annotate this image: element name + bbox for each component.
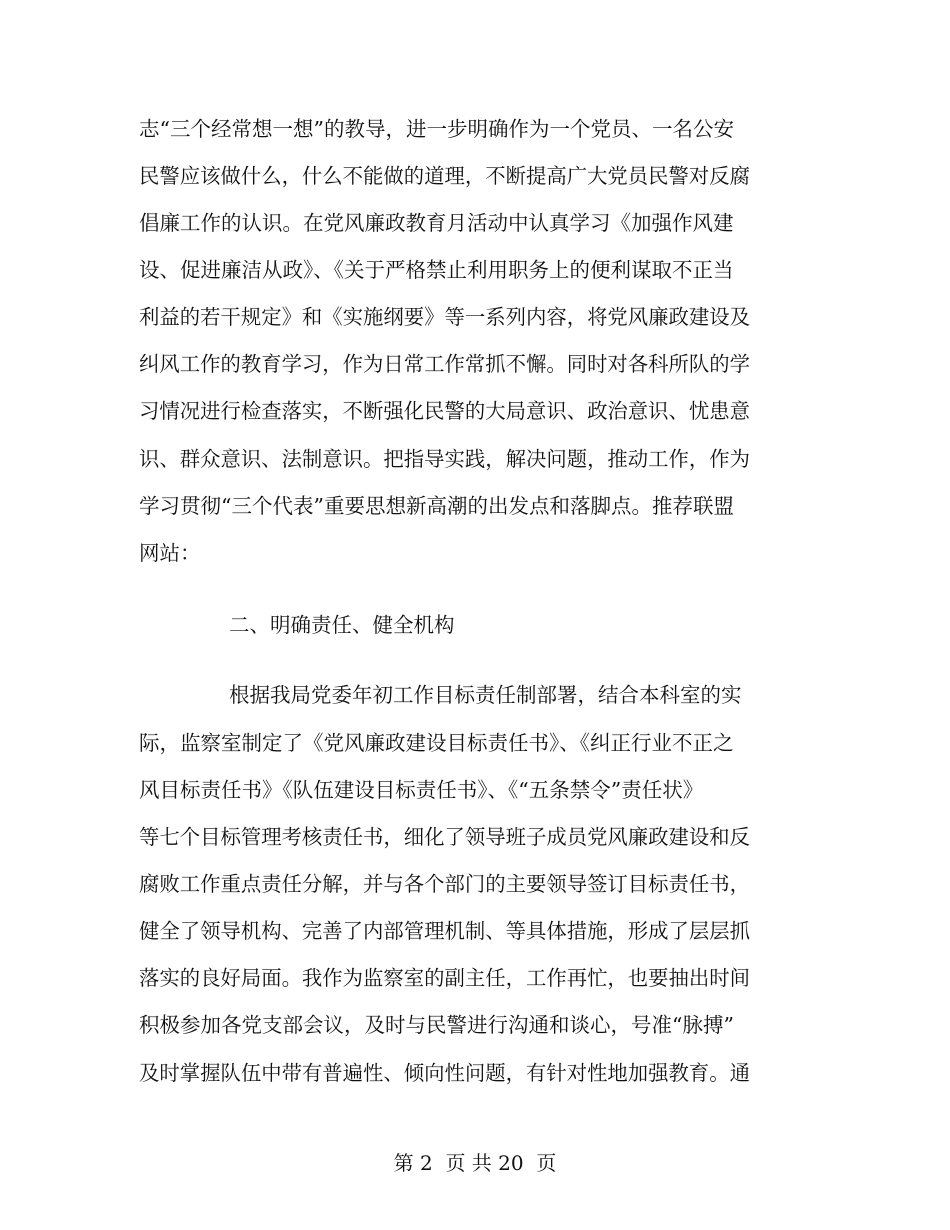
paragraph-line: 腐败工作重点责任分解，并与各个部门的主要领导签订目标责任书， — [139, 872, 750, 896]
paragraph-line: 纠风工作的教育学习，作为日常工作常抓不懈。同时对各科所队的学 — [139, 352, 750, 376]
paragraph-line: 等七个目标管理考核责任书，细化了领导班子成员党风廉政建设和反 — [139, 825, 750, 849]
paragraph-line: 积极参加各党支部会议，及时与民警进行沟通和谈心，号准“脉搏” — [139, 1013, 734, 1037]
paragraph-line: 及时掌握队伍中带有普遍性、倾向性问题，有针对性地加强教育。通 — [139, 1061, 750, 1085]
paragraph-line: 学习贯彻“三个代表”重要思想新高潮的出发点和落脚点。推荐联盟 — [139, 494, 734, 518]
paragraph-line: 根据我局党委年初工作目标责任制部署，结合本科室的实 — [229, 683, 742, 707]
paragraph-line: 利益的若干规定》和《实施纲要》等一系列内容，将党风廉政建设及 — [139, 305, 750, 329]
paragraph-line: 网站： — [139, 541, 201, 565]
paragraph-line: 倡廉工作的认识。在党风廉政教育月活动中认真学习《加强作风建 — [139, 211, 734, 235]
section-heading: 二、明确责任、健全机构 — [229, 613, 455, 637]
paragraph-line: 习情况进行检查落实，不断强化民警的大局意识、政治意识、忧患意 — [139, 399, 750, 423]
paragraph-line: 落实的良好局面。我作为监察室的副主任，工作再忙，也要抽出时间 — [139, 966, 750, 990]
paragraph-line: 识、群众意识、法制意识。把指导实践，解决问题，推动工作，作为 — [139, 447, 750, 471]
paragraph-line: 民警应该做什么，什么不能做的道理，不断提高广大党员民警对反腐 — [139, 164, 750, 188]
paragraph-line: 际，监察室制定了《党风廉政建设目标责任书》、《纠正行业不正之 — [139, 731, 734, 755]
paragraph-line: 设、促进廉洁从政》、《关于严格禁止利用职务上的便利谋取不正当 — [139, 258, 734, 282]
paragraph-line: 志“三个经常想一想”的教导，进一步明确作为一个党员、一名公安 — [139, 117, 734, 141]
paragraph-line: 风目标责任书》《队伍建设目标责任书》、《“五条禁令”责任状》 — [139, 778, 704, 802]
paragraph-line: 健全了领导机构、完善了内部管理机制、等具体措施，形成了层层抓 — [139, 919, 750, 943]
page-footer: 第 2 页 共 20 页 — [393, 1151, 557, 1175]
